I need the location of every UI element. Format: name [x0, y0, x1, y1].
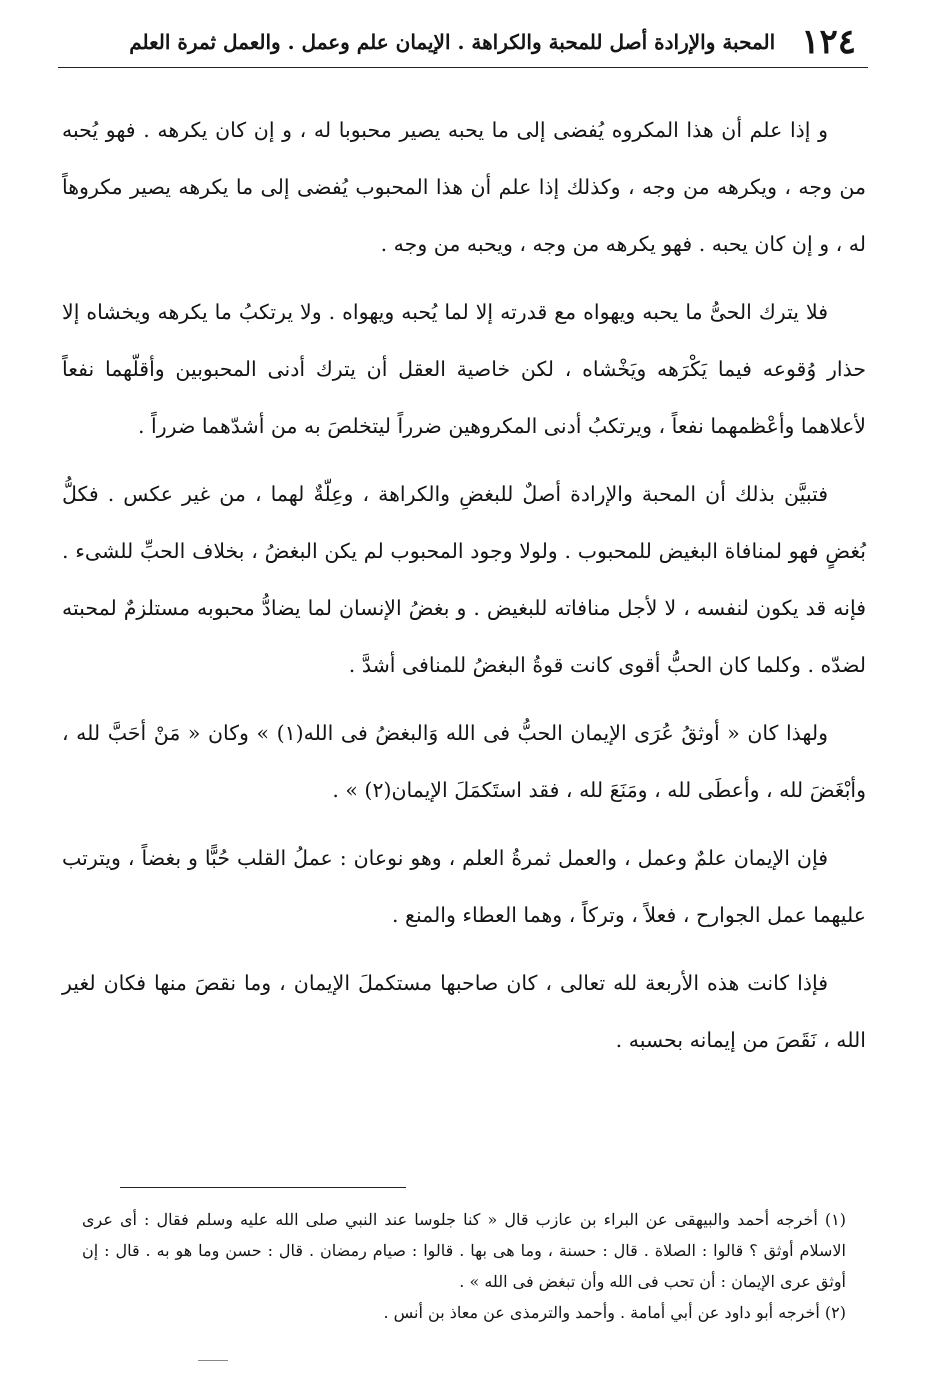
page-header — [62, 22, 856, 62]
body-text — [62, 102, 866, 1080]
paragraph: فإذا كانت هذه الأربعة لله تعالى ، كان صاحبها مستكملَ الإيمان ، وما نقصَ منها فكان لغير الله ، نَقَصَ من إيمانه بحسبه . — [62, 971, 866, 1052]
footnotes — [82, 1204, 846, 1328]
footnote-1: (١) أخرجه أحمد والبيهقى عن البراء بن عازب قال « كنا جلوسا عند النبي صلى الله عليه وسلم فقال : أى عرى الاسلام أوثق ؟ قالوا : الصلاة . قال : حسنة ، وما هى بها . قالوا : صيام رمضان . قال : حسن وما هو به . قال : إن أوثق عرى الإيمان : أن تحب فى الله وأن تبغض فى الله » . — [82, 1210, 846, 1291]
paragraph: و إذا علم أن هذا المكروه يُفضى إلى ما يحبه يصير محبوبا له ، و إن كان يكرهه . فهو يُحبه من وجه ، ويكرهه من وجه ، وكذلك إذا علم أن هذا المحبوب يُفضى إلى ما يكرهه يصير مكروهاً له ، و إن كان يحبه . فهو يكرهه من وجه ، ويحبه من وجه . — [62, 118, 866, 256]
page-number: ١٢٤ — [801, 22, 856, 62]
scan-mark — [198, 1360, 228, 1361]
paragraph: فلا يترك الحىُّ ما يحبه ويهواه مع قدرته إلا لما يُحبه ويهواه . ولا يرتكبُ ما يكرهه ويخشاه إلا حذار وُقوعه فيما يَكْرَهه ويَخْشاه ، لكن خاصية العقل أن يترك أدنى المحبوبين وأقلّهما نفعاً لأعلاهما وأعْظمهما نفعاً ، ويرتكبُ أدنى المكروهين ضرراً ليتخلصَ به من أشدّهما ضرراً . — [62, 300, 866, 438]
footnote-2: (٢) أخرجه أبو داود عن أبي أمامة . وأحمد والترمذى عن معاذ بن أنس . — [383, 1303, 846, 1322]
paragraph: فإن الإيمان علمٌ وعمل ، والعمل ثمرةُ العلم ، وهو نوعان : عملُ القلب حُبًّا و بغضاً ، ويترتب عليهما عمل الجوارح ، فعلاً ، وتركاً ، وهما العطاء والمنع . — [62, 846, 866, 927]
header-rule — [58, 67, 868, 68]
running-title: المحبة والإرادة أصل للمحبة والكراهة . الإيمان علم وعمل . والعمل ثمرة العلم — [129, 30, 776, 54]
paragraph: فتبيَّن بذلك أن المحبة والإرادة أصلٌ للبغضِ والكراهة ، وعِلّةٌ لهما ، من غير عكس . فكلُّ بُغضٍ فهو لمنافاة البغيض للمحبوب . ولولا وجود المحبوب لم يكن البغضُ ، بخلاف الحبِّ للشىء . فإنه قد يكون لنفسه ، لا لأجل منافاته للبغيض . و بغضُ الإنسان لما يضادُّ محبوبه مستلزمٌ لمحبته لضدّه . وكلما كان الحبُّ أقوى كانت قوةُ البغضُ للمنافى أشدَّ . — [62, 482, 866, 677]
footnote-rule — [120, 1187, 406, 1188]
paragraph: ولهذا كان « أوثقُ عُرَى الإيمان الحبُّ فى الله وَالبغضُ فى الله(١) » وكان « مَنْ أحَبَّ لله ، وأبْغَضَ لله ، وأعطَى لله ، ومَنَعَ لله ، فقد استَكمَلَ الإيمان(٢) » . — [62, 721, 866, 802]
